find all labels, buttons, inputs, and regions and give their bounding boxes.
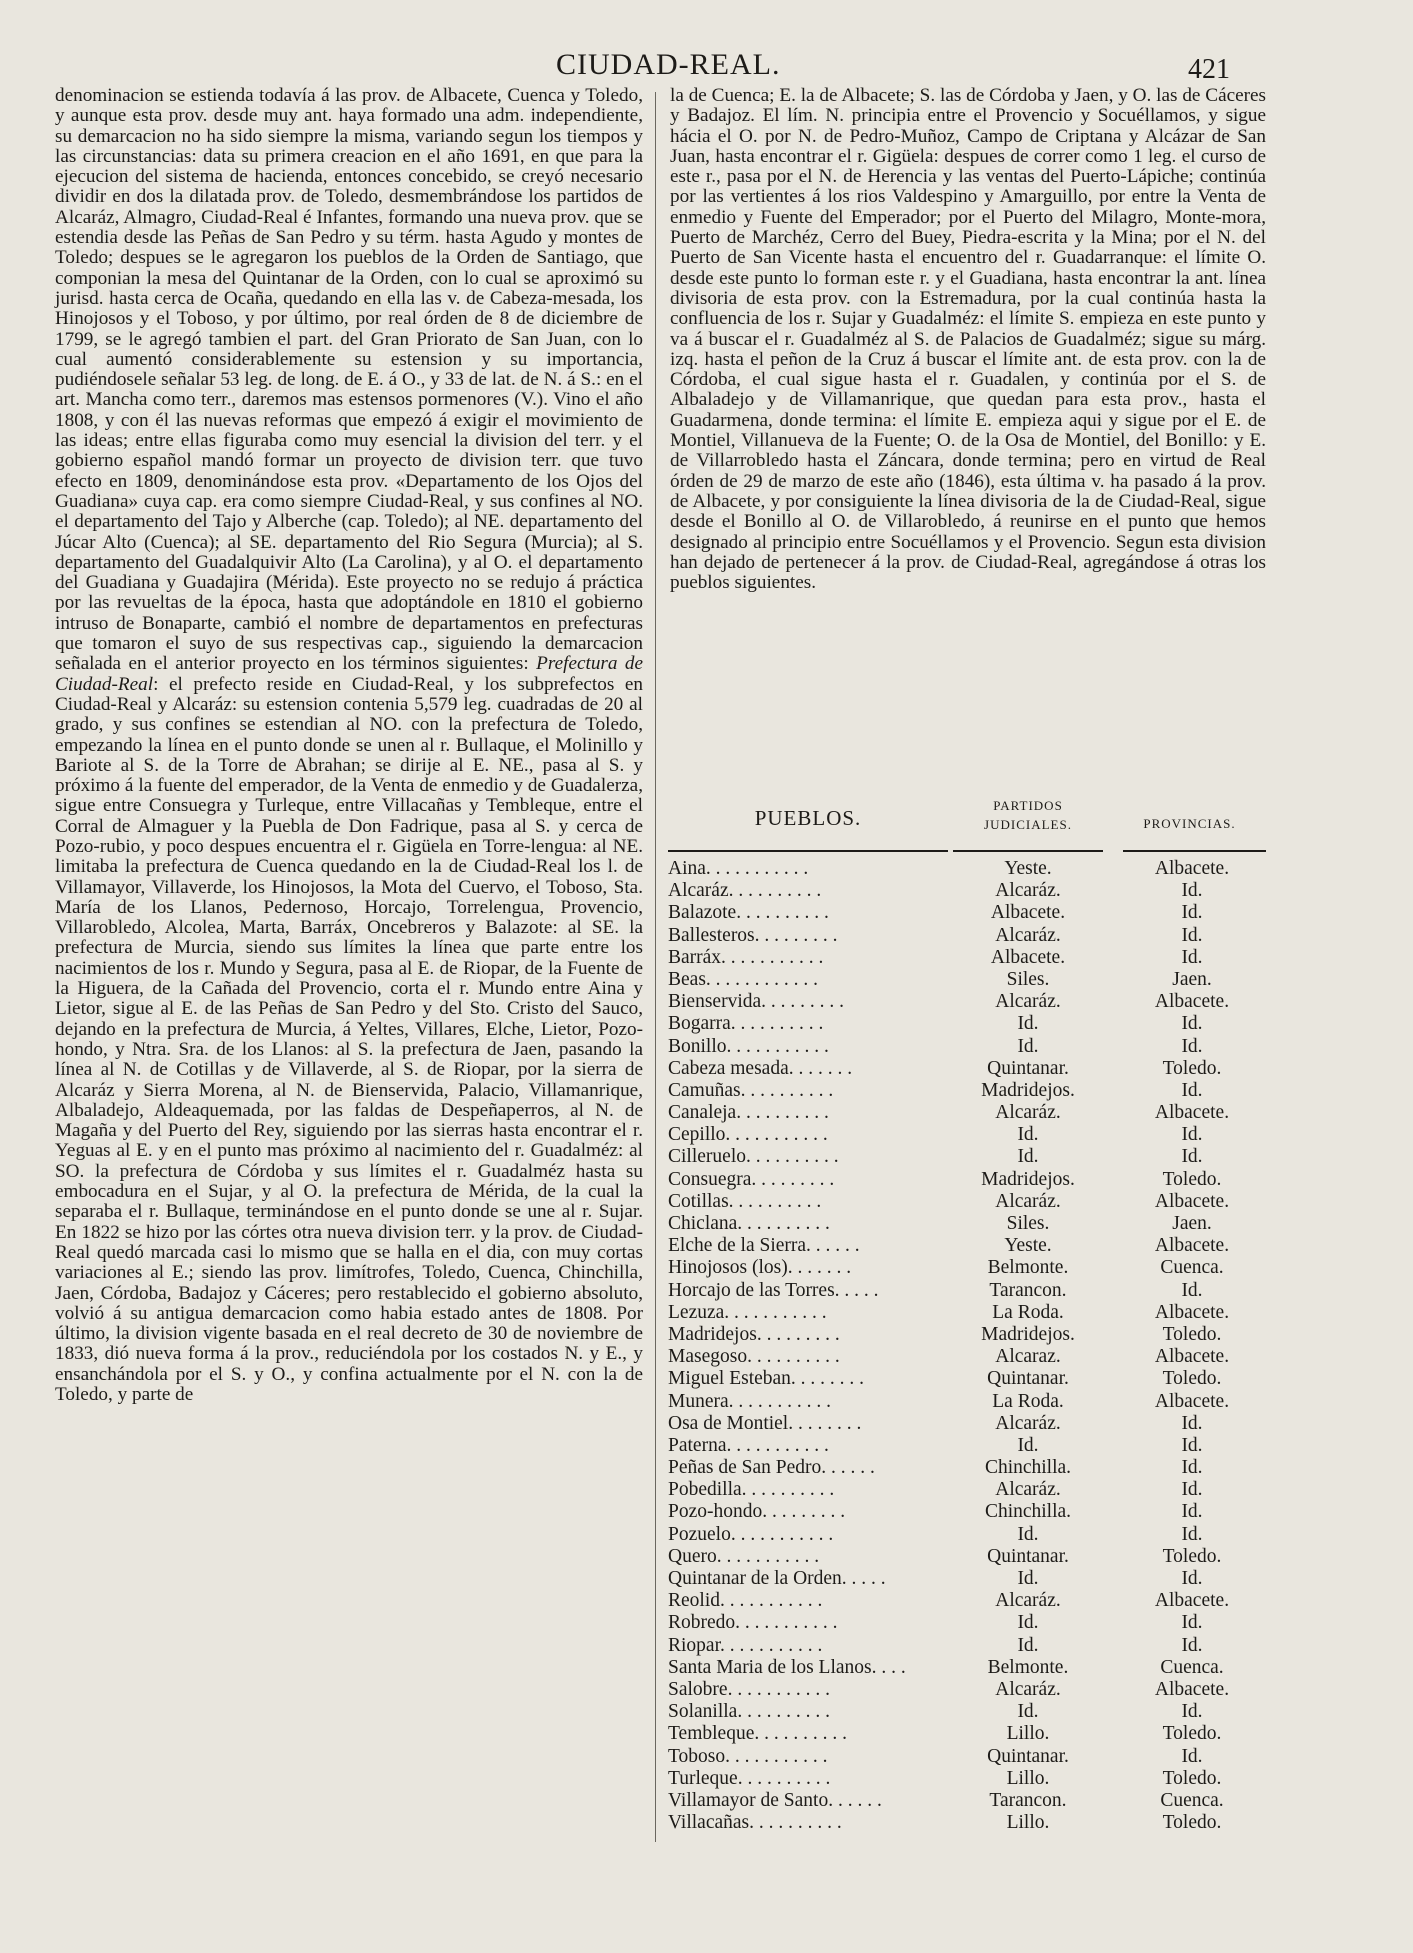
partido-cell: Id. [1017,1523,1039,1545]
pueblo-cell: Robredo. . . . . . . . . . . [668,1612,838,1634]
table-row [668,1635,1266,1657]
pueblo-cell: Santa Maria de los Llanos. . . . [668,1656,906,1678]
partido-cell: Id. [1017,1701,1039,1723]
table-row [668,1479,1266,1501]
provincia-cell: Id. [1181,1745,1203,1767]
provincia-cell: Toledo. [1162,1723,1222,1745]
prefectura-heading-italic: Prefectura de Ciudad-Real [55,653,643,695]
pueblo-cell: Beas. . . . . . . . . . . . [668,968,819,990]
pueblo-cell: Madridejos. . . . . . . . . [668,1323,840,1345]
partido-cell: Tarancon. [989,1279,1067,1301]
provincia-cell: Id. [1181,1479,1203,1501]
partido-cell: Alcaráz. [995,991,1061,1013]
provincia-cell: Id. [1181,1501,1203,1523]
pueblo-cell: Turleque. . . . . . . . . . [668,1767,831,1789]
pueblo-cell: Solanilla. . . . . . . . . . [668,1701,830,1723]
table-row [668,1036,1266,1058]
partido-cell: La Roda. [992,1390,1064,1412]
table-row [668,1391,1266,1413]
provincia-cell: Id. [1181,1124,1203,1146]
partido-cell: Chinchilla. [984,1457,1072,1479]
table-row [668,1546,1266,1568]
pueblo-cell: Cilleruelo. . . . . . . . . . [668,1146,839,1168]
header-partidos-line-1: PARTIDOS [993,798,1063,813]
provincia-cell: Cuenca. [1160,1257,1224,1279]
pueblo-cell: Pozo-hondo. . . . . . . . . [668,1501,846,1523]
table-row [668,880,1266,902]
partido-cell: Siles. [1006,968,1050,990]
table-row [668,1302,1266,1324]
provincia-cell: Cuenca. [1160,1789,1224,1811]
pueblo-cell: Reolid. . . . . . . . . . . [668,1590,823,1612]
table-row [668,1280,1266,1302]
partido-cell: Alcaráz. [995,1590,1061,1612]
header-provincias: PROVINCIAS. [1143,816,1236,831]
provincia-cell: Id. [1181,1146,1203,1168]
provincia-cell: Id. [1181,880,1203,902]
header-pueblos: PUEBLOS. [754,806,862,830]
partido-cell: La Roda. [992,1301,1064,1323]
table-row [668,1524,1266,1546]
partido-cell: Madridejos. [981,1168,1075,1190]
pueblo-cell: Lezuza. . . . . . . . . . . [668,1301,827,1323]
partido-cell: Id. [1017,1013,1039,1035]
partido-cell: Alcaráz. [995,1190,1061,1212]
partido-cell: Id. [1017,1035,1039,1057]
table-row [668,969,1266,991]
pueblo-cell: Chiclana. . . . . . . . . . [668,1213,830,1234]
table-row [668,1568,1266,1590]
pueblo-cell: Alcaráz. . . . . . . . . . [668,880,822,902]
provincia-cell: Id. [1181,1035,1203,1057]
header-rule-partidos [953,850,1103,852]
table-row [668,1235,1266,1257]
table-row [668,1346,1266,1368]
header-rule-pueblos [668,850,948,852]
table-row [668,991,1266,1013]
pueblo-cell: Osa de Montiel. . . . . . . . [668,1412,862,1434]
pueblo-cell: Paterna. . . . . . . . . . . [668,1434,829,1456]
header-rule-provincias [1123,850,1266,852]
partido-cell: Alcaráz. [995,1412,1061,1434]
provincia-cell: Albacete. [1154,1235,1230,1257]
provincia-cell: Albacete. [1154,1390,1230,1412]
partido-cell: Yeste. [1004,1235,1052,1257]
partido-cell: Lillo. [1006,1767,1050,1789]
left-text-part-2: : el prefecto reside en Ciudad-Real, y los subprefectos en Ciudad-Real y Alcaráz: su estension contenia 5,579 leg. cuadradas de 20 al grado, y sus confines se estendian al NO. con la prefectura de Toledo, empezando la línea en el punto donde se unen al r. Bullaque, el Molinillo y Bariote al S. de la Torre de Abrahan; se dirije al E. NE., pasa al S. y próximo á la fuente del emperador, de la Venta de enmedio y de Guadalerza, sigue entre Consuegra y Turleque, entre Villacañas y Tembleque, entre el Corral de Almaguer y la Puebla de Don Fadrique, pasa al S. y cerca de Pozo-rubio, y poco despues encuentra el r. Gigüela en Torre-lengua: al NE. limitaba la prefectura de Cuenca quedando en la de Ciudad-Real los l. de Villamayor, Villaverde, los Hinojosos, la Mota del Cuervo, el Toboso, Sta. María de los Llanos, Pedernoso, Horcajo, Torrelengua, Provencio, Villarobledo, Alcolea, Marta, Barráx, Oncebreros y Balazote: al SE. la prefectura de Murcia, siendo sus límites la línea que parte entre los nacimientos de los r. Mundo y Segura, pasa al E. de Riopar, de la Fuente de la Higuera, de la Cañada del Provencio, corta el r. Mundo entre Aina y Lietor, sigue al E. de las Peñas de San Pedro y del Sto. Cristo del Sauco, dejando en la prefectura de Murcia, á Yeltes, Villares, Elche, Lietor, Pozo-hondo, y Ntra. Sra. de los Llanos: al S. la prefectura de Jaen, pasando la línea al N. de Cotillas y de Villaverde, al S. de Riopar, por la sierra de Alcaráz y Sierra Morena, al N. de Bienservida, Palacio, Villamanrique, Albaladejo, Aldeaquemada, por las faldas de Despeñaperros, al N. de Magaña y del Puerto del Rey, siguiendo por las sierras hasta encontrar el r. Yeguas al E. y en el punto mas próximo al nacimiento del r. Guadalméz: al SO. la prefectura de Córdoba y sus límites el r. Guadalméz hasta su embocadura en el Sujar, y al O. la prefectura de Mérida, de la cual la separaba el r. Bullaque, terminándose en el punto donde se une al r. Sujar. En 1822 se hizo por las córtes otra nueva division terr. y la prov. de Ciudad-Real quedó marcada casi lo mismo que se halla en el dia, con muy cortas variaciones al E.; siendo las prov. limítrofes, Toledo, Cuenca, Chinchilla, Jaen, Córdoba, Badajoz y Cáceres; pero restablecido el gobierno absoluto, volvió á su antigua demarcacion como habia estado antes de 1808. Por último, la division vigente basada en el real decreto de 30 de noviembre de 1833, dió nueva forma á la prov., reduciéndola por los costados N. y E., y ensanchándola por el S. y O., y confina actualmente por el N. con la de Toledo, y parte de [55,673,643,1405]
pueblo-cell: Bienservida. . . . . . . . . [668,991,845,1013]
partido-cell: Siles. [1006,1213,1050,1234]
pueblo-cell: Cotillas. . . . . . . . . . [668,1190,822,1212]
left-text-part-1: denominacion se estienda todavía á las prov. de Albacete, Cuenca y Toledo, y aunque esta prov. desde muy ant. haya formado una adm. independiente, su demarcacion no ha sido siempre la misma, variando segun los tiempos y las circunstancias: data su primera creacion en el año 1691, en que para la ejecucion del sistema de hacienda, entonces concebido, se creyó necesario dividir en dos la dilatada prov. de Toledo, desmembrándose los partidos de Alcaráz, Almagro, Ciudad-Real é Infantes, formando una nueva prov. que se estendia desde las Peñas de San Pedro y su térm. hasta Agudo y montes de Toledo; despues se le agregaron los pueblos de la Orden de Santiago, que componian la mesa del Quintanar de la Orden, con lo cual se aproximó su jurisd. hasta cerca de Ocaña, quedando en ella las v. de Cabeza-mesada, los Hinojosos y el Toboso, y por último, por real órden de 8 de diciembre de 1799, se le agregó tambien el part. del Gran Priorato de San Juan, con lo cual aumentó considerablemente su estension y su importancia, pudiéndosele señalar 53 leg. de long. de E. á O., y 33 de lat. de N. á S.: en el art. Mancha como terr., daremos mas estensos pormenores (V.). Vino el año 1808, y con él las nuevas reformas que empezó á exigir el movimiento de las ideas; entre ellas figuraba como muy esencial la division del terr. y el gobierno español mandó formar un proyecto de division terr. que tuvo efecto en 1809, denominándose esta prov. «Departamento de los Ojos del Guadiana» cuya cap. era como siempre Ciudad-Real, y sus confines al NO. el departamento del Tajo y Alberche (cap. Toledo); al NE. departamento del Júcar Alto (Cuenca); al SE. departamento del Rio Segura (Murcia); al S. departamento del Guadalquivir Alto (La Carolina), y al O. el departamento del Guadiana y Guadajira (Mérida). Este proyecto no se redujo á práctica por las revueltas de la época, hasta que adoptándole en 1810 el gobierno intruso de Bonaparte, cambió el nombre de departamentos en prefecturas que tomaron el suyo de sus respectivas cap., siguiendo la demarcacion señalada en el anterior proyecto en los términos siguientes: [55,85,643,675]
pueblo-cell: Bogarra. . . . . . . . . . [668,1013,824,1035]
table-row [668,902,1266,924]
pueblo-cell: Villamayor de Santo. . . . . . [668,1789,882,1811]
provincia-cell: Id. [1181,1013,1203,1035]
partido-cell: Quintanar. [987,1368,1069,1390]
provincia-cell: Toledo. [1162,1368,1222,1390]
pueblo-cell: Masegoso. . . . . . . . . . [668,1346,840,1368]
table-row [668,1746,1266,1768]
provincia-cell: Albacete. [1154,1301,1230,1323]
provincia-cell: Id. [1181,946,1203,968]
provincia-cell: Albacete. [1154,1678,1230,1700]
table-row [668,1324,1266,1346]
table-row [668,947,1266,969]
partido-cell: Belmonte. [987,1656,1069,1678]
table-row [668,1080,1266,1102]
pueblo-cell: Quintanar de la Orden. . . . . [668,1568,886,1589]
pueblo-cell: Cepillo. . . . . . . . . . . [668,1124,828,1146]
partido-cell: Id. [1017,1568,1039,1589]
partido-cell: Alcaráz. [995,924,1061,946]
partido-cell: Belmonte. [987,1257,1069,1279]
provincia-cell: Id. [1181,924,1203,946]
partido-cell: Alcaraz. [995,1346,1061,1368]
pueblo-cell: Canaleja. . . . . . . . . . [668,1102,829,1124]
table-row [668,1413,1266,1435]
table-row [668,1457,1266,1479]
table-header [668,796,1266,850]
pueblo-cell: Miguel Esteban. . . . . . . . [668,1368,865,1390]
provincia-cell: Id. [1181,1701,1203,1723]
provincia-cell: Toledo. [1162,1323,1222,1345]
table-row [668,1169,1266,1191]
table-row [668,1768,1266,1790]
partido-cell: Tarancon. [989,1789,1067,1811]
table-row [668,1701,1266,1723]
provincia-cell: Albacete. [1154,1102,1230,1124]
provincia-cell: Id. [1181,1523,1203,1545]
provincia-cell: Id. [1181,1434,1203,1456]
page-number: 421 [1188,54,1230,85]
pueblos-table [668,796,1266,1834]
provincia-cell: Albacete. [1154,1590,1230,1612]
provincia-cell: Id. [1181,902,1203,924]
pueblo-cell: Elche de la Sierra. . . . . . [668,1235,860,1257]
provincia-cell: Toledo. [1162,1545,1222,1567]
partido-cell: Albacete. [990,902,1066,924]
provincia-cell: Id. [1181,1279,1203,1301]
partido-cell: Alcaráz. [995,880,1061,902]
pueblo-cell: Salobre. . . . . . . . . . . [668,1678,830,1700]
table-row [668,1501,1266,1523]
table-row [668,858,1266,880]
provincia-cell: Albacete. [1154,858,1230,879]
page-header [0,48,1413,88]
pueblo-cell: Pozuelo. . . . . . . . . . . [668,1523,834,1545]
partido-cell: Lillo. [1006,1723,1050,1745]
table-row [668,1812,1266,1834]
table-row [668,1723,1266,1745]
pueblo-cell: Ballesteros. . . . . . . . . [668,924,838,946]
table-row [668,1657,1266,1679]
provincia-cell: Id. [1181,1634,1203,1656]
pueblo-cell: Bonillo. . . . . . . . . . . [668,1035,829,1057]
pueblo-cell: Cabeza mesada. . . . . . . [668,1057,853,1079]
pueblo-cell: Hinojosos (los). . . . . . . [668,1257,852,1279]
partido-cell: Id. [1017,1124,1039,1146]
provincia-cell: Id. [1181,1612,1203,1634]
header-rules [668,850,1266,858]
table-row [668,1146,1266,1168]
provincia-cell: Toledo. [1162,1812,1222,1834]
pueblo-cell: Aina. . . . . . . . . . . [668,858,809,879]
partido-cell: Quintanar. [987,1745,1069,1767]
provincia-cell: Jaen. [1172,1213,1212,1234]
partido-cell: Id. [1017,1434,1039,1456]
provincia-cell: Albacete. [1154,1190,1230,1212]
partido-cell: Madridejos. [981,1079,1075,1101]
partido-cell: Quintanar. [987,1057,1069,1079]
left-text-column [55,86,643,1405]
pueblo-cell: Balazote. . . . . . . . . . [668,902,829,924]
table-row [668,925,1266,947]
table-row [668,1013,1266,1035]
right-text-column [670,86,1266,593]
provincia-cell: Albacete. [1154,991,1230,1013]
provincia-cell: Id. [1181,1412,1203,1434]
header-partidos-judiciales [953,796,1103,834]
pueblo-cell: Pobedilla. . . . . . . . . . [668,1479,835,1501]
pueblo-cell: Toboso. . . . . . . . . . . [668,1745,828,1767]
pueblo-cell: Barráx. . . . . . . . . . . [668,946,824,968]
provincia-cell: Toledo. [1162,1168,1222,1190]
right-column-paragraph: la de Cuenca; E. la de Albacete; S. las de Córdoba y Jaen, y O. las de Cáceres y Badajoz. El lím. N. principia entre el Provencio y Socuéllamos, y sigue hácia el O. por N. de Pedro-Muñoz, Campo de Criptana y Alcázar de San Juan, hasta encontrar el r. Gigüela: despues de correr como 1 leg. el curso de este r., pasa por el N. de Herencia y las ventas del Puerto-Lápiche; continúa por las vertientes á los rios Valdespino y Amarguillo, por entre la Venta de enmedio y Fuente del Emperador; por el Puerto del Milagro, Monte-mora, Puerto de Marchéz, Cerro del Buey, Piedra-escrita y la Mina; por el N. del Puerto de San Vicente hasta el encuentro del r. Guadarranque: el límite O. desde este punto lo forman este r. y el Guadiana, hasta encontrar la ant. línea divisoria de esta prov. con la Estremadura, por la cual continúa hasta la confluencia de los r. Sujar y Guadalméz: el límite S. empieza en este punto y va á buscar el r. Guadalméz al S. de Palacios de Guadalméz; sigue su márg. izq. hasta el peñon de la Cruz á buscar el límite ant. de esta prov. con la de Córdoba, el cual sigue hasta el r. Guadalen, y continúa por el S. de Albaladejo y de Villamanrique, que quedan para esta prov., hasta el Guadarmena, donde termina: el límite E. empieza aqui y sigue por el E. de Montiel, Villanueva de la Fuente; O. de la Osa de Montiel, del Bonillo: y E. de Villarrobledo hasta el Záncara, donde termina; pero en virtud de Real órden de 29 de marzo de este año (1846), esta última v. ha pasado á la prov. de Albacete, y por consiguiente la línea divisoria de la de Ciudad-Real, sigue desde el Bonillo al O. de Villarobledo, á reunirse en el punto que hemos designado al principio entre Socuéllamos y el Provencio. Segun esta division han dejado de pertenecer á la prov. de Ciudad-Real, agregándose á otras los pueblos siguientes. [670,85,1266,594]
provincia-cell: Jaen. [1172,968,1212,990]
table-row [668,1124,1266,1146]
partido-cell: Yeste. [1004,858,1052,879]
partido-cell: Madridejos. [981,1323,1075,1345]
table-row [668,1102,1266,1124]
pueblo-cell: Peñas de San Pedro. . . . . . [668,1457,875,1479]
partido-cell: Quintanar. [987,1545,1069,1567]
table-row [668,1213,1266,1235]
table-row [668,1679,1266,1701]
provincia-cell: Cuenca. [1160,1656,1224,1678]
table-row [668,1058,1266,1080]
table-row [668,1790,1266,1812]
table-row [668,1435,1266,1457]
pueblo-cell: Camuñas. . . . . . . . . . [668,1079,834,1101]
table-row [668,1612,1266,1634]
partido-cell: Id. [1017,1146,1039,1168]
partido-cell: Albacete. [990,946,1066,968]
pueblo-cell: Riopar. . . . . . . . . . . [668,1634,823,1656]
pueblo-cell: Tembleque. . . . . . . . . . [668,1723,847,1745]
table-body [668,858,1266,1834]
provincia-cell: Toledo. [1162,1057,1222,1079]
pueblo-cell: Villacañas. . . . . . . . . . [668,1812,842,1834]
pueblo-cell: Munera. . . . . . . . . . . [668,1390,832,1412]
table-row [668,1257,1266,1279]
provincia-cell: Id. [1181,1568,1203,1589]
table-row [668,1368,1266,1390]
table-row [668,1590,1266,1612]
partido-cell: Alcaráz. [995,1102,1061,1124]
left-column-paragraph [55,86,643,1405]
provincia-cell: Id. [1181,1079,1203,1101]
running-title: CIUDAD-REAL. [556,48,781,81]
provincia-cell: Albacete. [1154,1346,1230,1368]
partido-cell: Alcaráz. [995,1479,1061,1501]
header-partidos-line-2: JUDICIALES. [984,817,1072,832]
partido-cell: Alcaráz. [995,1678,1061,1700]
pueblo-cell: Consuegra. . . . . . . . . [668,1168,835,1190]
column-divider [655,92,656,1842]
partido-cell: Id. [1017,1634,1039,1656]
pueblo-cell: Quero. . . . . . . . . . . [668,1545,820,1567]
partido-cell: Lillo. [1006,1812,1050,1834]
table-row [668,1191,1266,1213]
partido-cell: Chinchilla. [984,1501,1072,1523]
provincia-cell: Id. [1181,1457,1203,1479]
partido-cell: Id. [1017,1612,1039,1634]
provincia-cell: Toledo. [1162,1767,1222,1789]
pueblo-cell: Horcajo de las Torres. . . . . [668,1279,879,1301]
